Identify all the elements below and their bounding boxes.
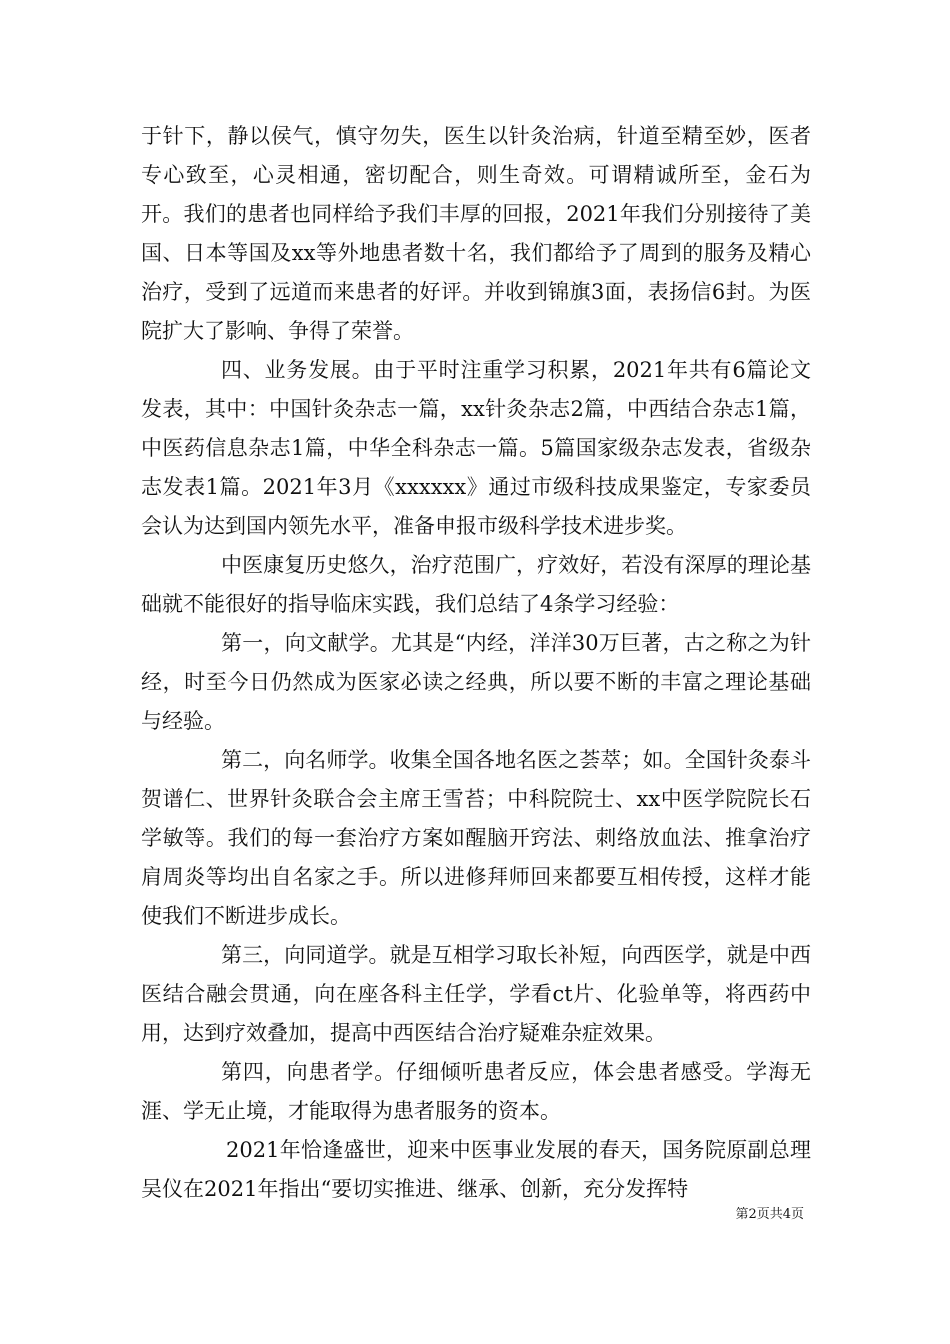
paragraph-learn-from-peers: 第三，向同道学。就是互相学习取长补短，向西医学，就是中西医结合融会贯通，向在座各科主任学，学看ct片、化验单等，将西药中用，达到疗效叠加，提高中西医结合治疗疑难杂症效果。 [141,943,811,1045]
paragraph-learn-from-masters: 第二，向名师学。收集全国各地名医之荟萃；如。全国针灸泰斗贺谱仁、世界针灸联合会主席王雪苔；中科院院士、xx中医学院院长石学敏等。我们的每一套治疗方案如醒脑开窍法、刺络放血法、推拿治疗肩周炎等均出自名家之手。所以进修拜师回来都要互相传授，这样才能使我们不断进步成长。 [141,748,811,928]
paragraph-learning-experience: 中医康复历史悠久，治疗范围广，疗效好，若没有深厚的理论基础就不能很好的指导临床实践，我们总结了4条学习经验： [141,553,811,616]
paragraph-learn-from-patients: 第四，向患者学。仔细倾听患者反应，体会患者感受。学海无涯、学无止境，才能取得为患者服务的资本。 [141,1060,811,1123]
page-number-footer: 第2页共4页 [735,1207,804,1222]
paragraph-continued: 于针下，静以侯气，慎守勿失，医生以针灸治病，针道至精至妙，医者专心致至，心灵相通，密切配合，则生奇效。可谓精诚所至，金石为开。我们的患者也同样给予我们丰厚的回报，2021年我们分别接待了美国、日本等国及xx等外地患者数十名，我们都给予了周到的服务及精心治疗，受到了远道而来患者的好评。并收到锦旗3面，表扬信6封。为医院扩大了影响、争得了荣誉。 [141,124,811,343]
paragraph-2021-outlook: 2021年恰逢盛世，迎来中医事业发展的春天，国务院原副总理吴仪在2021年指出“要切实推进、继承、创新，充分发挥特 [141,1138,811,1201]
body-text [141,117,811,1209]
paragraph-learn-from-literature: 第一，向文献学。尤其是“内经，洋洋30万巨著，古之称之为针经，时至今日仍然成为医家必读之经典，所以要不断的丰富之理论基础与经验。 [141,631,811,733]
paragraph-business-development: 四、业务发展。由于平时注重学习积累，2021年共有6篇论文发表，其中：中国针灸杂志一篇，xx针灸杂志2篇，中西结合杂志1篇，中医药信息杂志1篇，中华全科杂志一篇。5篇国家级杂志发表，省级杂志发表1篇。2021年3月《xxxxxx》通过市级科技成果鉴定，专家委员会认为达到国内领先水平，准备申报市级科学技术进步奖。 [141,358,811,538]
